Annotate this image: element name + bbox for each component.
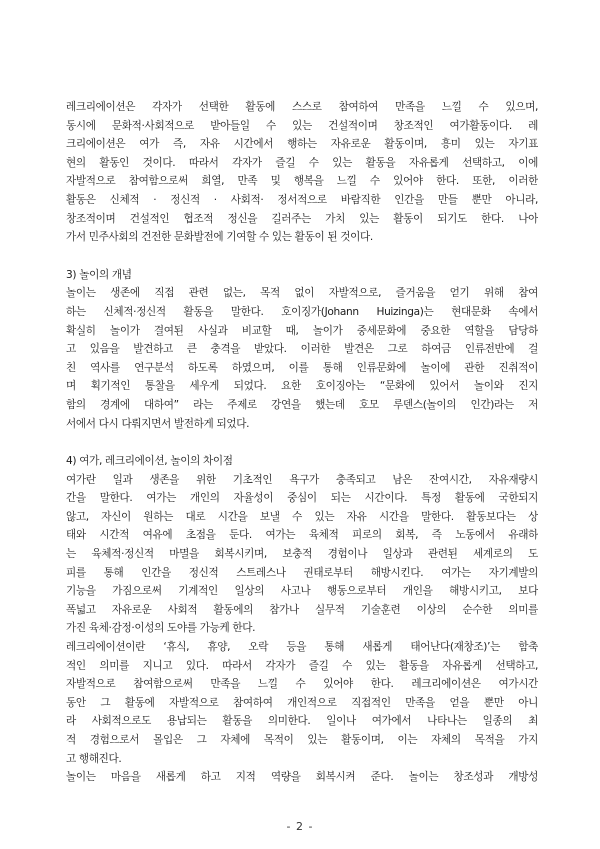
text-line: 가진 육체·감정·이성의 도야를 가능케 한다. (66, 622, 256, 635)
paragraph (66, 638, 538, 768)
document-body (66, 98, 538, 787)
text-line: 자발적으로 참여함으로써 만족을 느낄 수 있어야 한다. 레크리에이션은 여가시간 (66, 678, 538, 691)
text-line: 고 있음을 발견하고 큰 충격을 받았다. 이러한 발견은 그로 하여금 인류전반에 걸 (66, 343, 538, 356)
text-line: 크리에이션은 여가 즉, 자유 시간에서 행하는 자유로운 활동이며, 흥미 있는 자기표 (66, 138, 538, 151)
text-line: 라 사회적으로도 용납되는 활동을 의미한다. 일이나 여가에서 나타나는 일종의 최 (66, 715, 538, 728)
text-line: 가서 민주사회의 건전한 문화발전에 기여할 수 있는 활동이 된 것이다. (66, 231, 373, 244)
text-line: 적 경험으로서 몰입은 그 자체에 목적이 있는 활동이며, 이는 자체의 목적을 가지 (66, 734, 538, 746)
section-spacer (66, 433, 538, 452)
text-line: 태와 시간적 여유에 초점을 둔다. 여가는 육체적 피로의 회복, 즉 노동에서 유래하 (66, 529, 538, 542)
text-line: 하는 신체적·정신적 활동을 말한다. 호이징가(Johann Huizinga)는 현대문화 속에서 (66, 305, 538, 318)
text-line: 놀이는 생존에 직접 관련 없는, 목적 없이 자발적으로, 즐거움을 얻기 위해 참여 (66, 287, 538, 300)
text-line: 현의 활동인 것이다. 따라서 각자가 즐길 수 있는 활동을 자유롭게 선택하고, 이에 (66, 156, 538, 169)
paragraph (66, 284, 538, 433)
paragraph (66, 471, 538, 638)
text-line: 함의 경계에 대하여” 라는 주제로 강연을 했는데 호모 루덴스(놀이의 인간)라는 저 (66, 398, 538, 411)
text-line: 3) 놀이의 개념 (66, 268, 132, 281)
text-line: 친 역사를 연구분석 하도록 하였으며, 이를 통해 인류문화에 놀이에 관한 진취적이 (66, 361, 538, 374)
text-line: 않고, 자신이 원하는 대로 시간을 보낼 수 있는 자유 시간을 말한다. 활동보다는 상 (66, 510, 538, 523)
text-line: 간을 말한다. 여가는 개인의 자율성이 중심이 되는 시간이다. 특정 활동에 국한되지 (66, 492, 538, 505)
text-line: 확실히 놀이가 결여된 사실과 비교할 때, 놀이가 중세문화에 중요한 역할을 담당하 (66, 324, 538, 337)
text-line: 레크리에이션이란 ‘휴식, 휴양, 오락 등을 통해 새롭게 태어난다(재창조)’는 함축 (66, 641, 538, 654)
text-line: 레크리에이션은 각자가 선택한 활동에 스스로 참여하여 만족을 느낄 수 있으며, (66, 101, 538, 113)
section-spacer (66, 247, 538, 266)
paragraph (66, 768, 538, 787)
text-line: 동시에 문화적·사회적으로 받아들일 수 있는 건설적이며 창조적인 여가활동이다. 레 (66, 119, 538, 132)
section-heading (66, 266, 538, 285)
text-line: 폭넓고 자유로운 사회적 활동에의 참가나 실무적 기술훈련 이상의 순수한 의미를 (66, 603, 538, 616)
text-line: 활동은 신체적 · 정신적 · 사회적· 정서적으로 바람직한 인간을 만들 뿐만 아니라, (66, 193, 538, 206)
text-line: 서에서 다시 다뤄지면서 발전하게 되었다. (66, 417, 250, 430)
text-line: 여가란 일과 생존을 위한 기초적인 욕구가 충족되고 남은 잔여시간, 자유재량시 (66, 473, 538, 486)
paragraph (66, 98, 538, 247)
text-line: 놀이는 마음을 새롭게 하고 지적 역량을 회복시켜 준다. 놀이는 창조성과 개방성 (66, 771, 538, 784)
text-line: 적인 의미를 지니고 있다. 따라서 각자가 즐길 수 있는 활동을 자유롭게 선택하고, (66, 659, 538, 672)
text-line: 동안 그 활동에 자발적으로 참여하여 개인적으로 직접적인 만족을 얻을 뿐만 아니 (66, 696, 538, 709)
text-line: 4) 여가, 레크리에이션, 놀이의 차이점 (66, 455, 233, 468)
text-line: 피를 통해 인간을 정신적 스트레스나 권태로부터 해방시킨다. 여가는 자기계발의 (66, 566, 538, 579)
text-line: 는 육체적·정신적 마멸을 회복시키며, 보충적 경험이나 일상과 관련된 세계로의 도 (66, 548, 538, 561)
text-line: 자발적으로 참여함으로써 희열, 만족 및 행복을 느낄 수 있어야 한다. 또한, 이러한 (66, 175, 538, 188)
text-line: 창조적이며 건설적인 협조적 정신을 길러주는 가치 있는 활동이 되기도 한다. 나아 (66, 212, 538, 225)
text-line: 기능을 가짐으로써 기계적인 일상의 사고나 행동으로부터 개인을 해방시키고, 보다 (66, 585, 538, 598)
section-heading (66, 452, 538, 471)
text-line: 며 획기적인 통찰을 세우게 되었다. 요한 호이징아는 “문화에 있어서 놀이와 진지 (66, 380, 538, 393)
page-number: - 2 - (286, 820, 314, 833)
text-line: 고 행해진다. (66, 752, 122, 765)
